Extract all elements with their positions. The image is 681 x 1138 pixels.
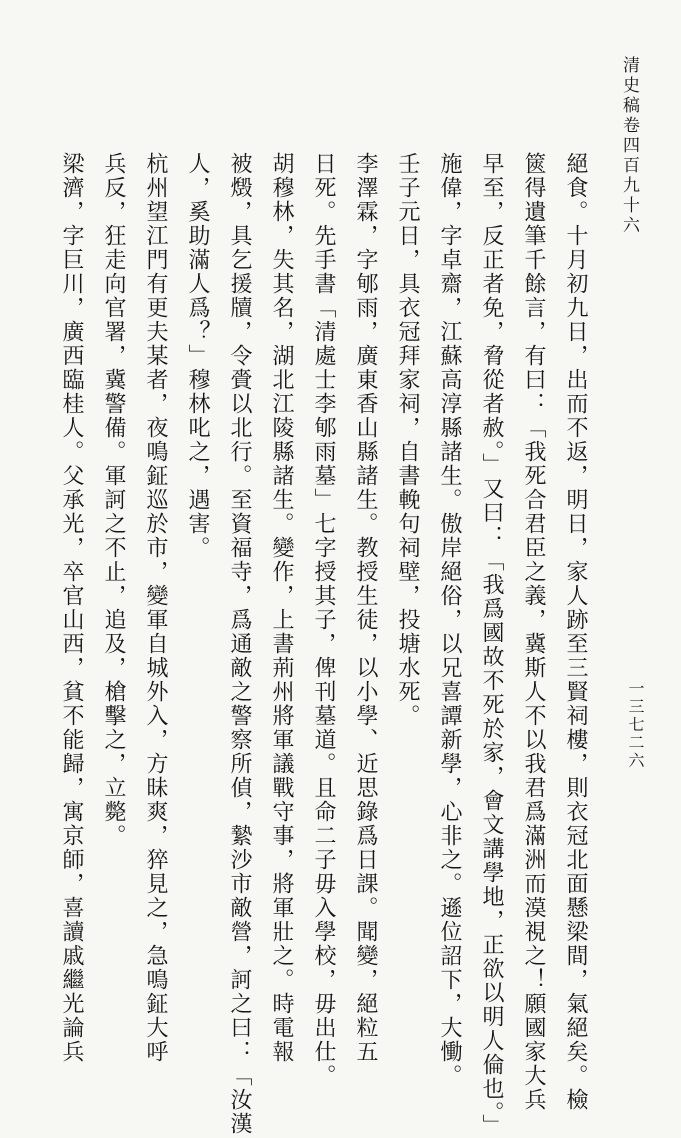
text-column-8: 胡穆林，失其名，湖北江陵縣諸生。變作，上書荊州將軍議戰守事，將軍壯之。時電報 — [269, 152, 294, 1064]
text-column-2: 篋得遺筆千餘言，有曰：「我死合君臣之義，冀斯人不以我君爲滿洲而漠視之！願國家大兵 — [521, 152, 546, 1112]
body-text — [59, 152, 596, 1138]
text-column-5: 壬子元日，具衣冠拜家祠，自書輓句祠壁，投塘水死。 — [395, 152, 420, 728]
text-column-6: 李澤霖，字郇雨，廣東香山縣諸生。教授生徒，以小學、近思錄爲日課。聞變，絕粒五 — [353, 152, 378, 1064]
text-column-13: 梁濟，字巨川，廣西臨桂人。父承光，卒官山西，貧不能歸，寓京師，喜讀戚繼光論兵 — [59, 152, 84, 1064]
text-column-3: 早至，反正者免，脅從者赦。」又曰：「我爲國故不死於家，會文講學地，正欲以明人倫也。」 — [479, 152, 504, 1138]
text-column-11: 杭州望江門有更夫某者，夜鳴鉦巡於市，變軍自城外入，方昧爽，猝見之，急鳴鉦大呼 — [143, 152, 168, 1064]
page-number: 一三七二六 — [626, 680, 645, 770]
text-column-1: 絕食。十月初九日，出而不返，明日，家人跡至三賢祠樓，則衣冠北面懸梁間，氣絕矣。檢 — [563, 152, 588, 1112]
text-column-4: 施偉，字卓齋，江蘇高淳縣諸生。傲岸絕俗，以兄喜譚新學，心非之。遜位詔下，大慟。 — [437, 152, 462, 1088]
text-column-7: 日死。先手書「清處士李郇雨墓」七字授其子，俾刊墓道。且命二子毋入學校，毋出仕。 — [311, 152, 336, 1088]
text-column-10: 人，奚助滿人爲？」穆林叱之，遇害。 — [185, 152, 210, 560]
running-header: 清史稿卷四百九十六 — [619, 56, 639, 236]
text-column-12: 兵反，狂走向官署，冀警備。軍訶之不止，追及，槍擊之，立斃。 — [101, 152, 126, 848]
text-column-9: 被燬，具乞援牘，令賫以北行。至資福寺，爲通敵之警察所偵，縶沙市敵營，訶之曰：「汝漢 — [227, 152, 252, 1136]
